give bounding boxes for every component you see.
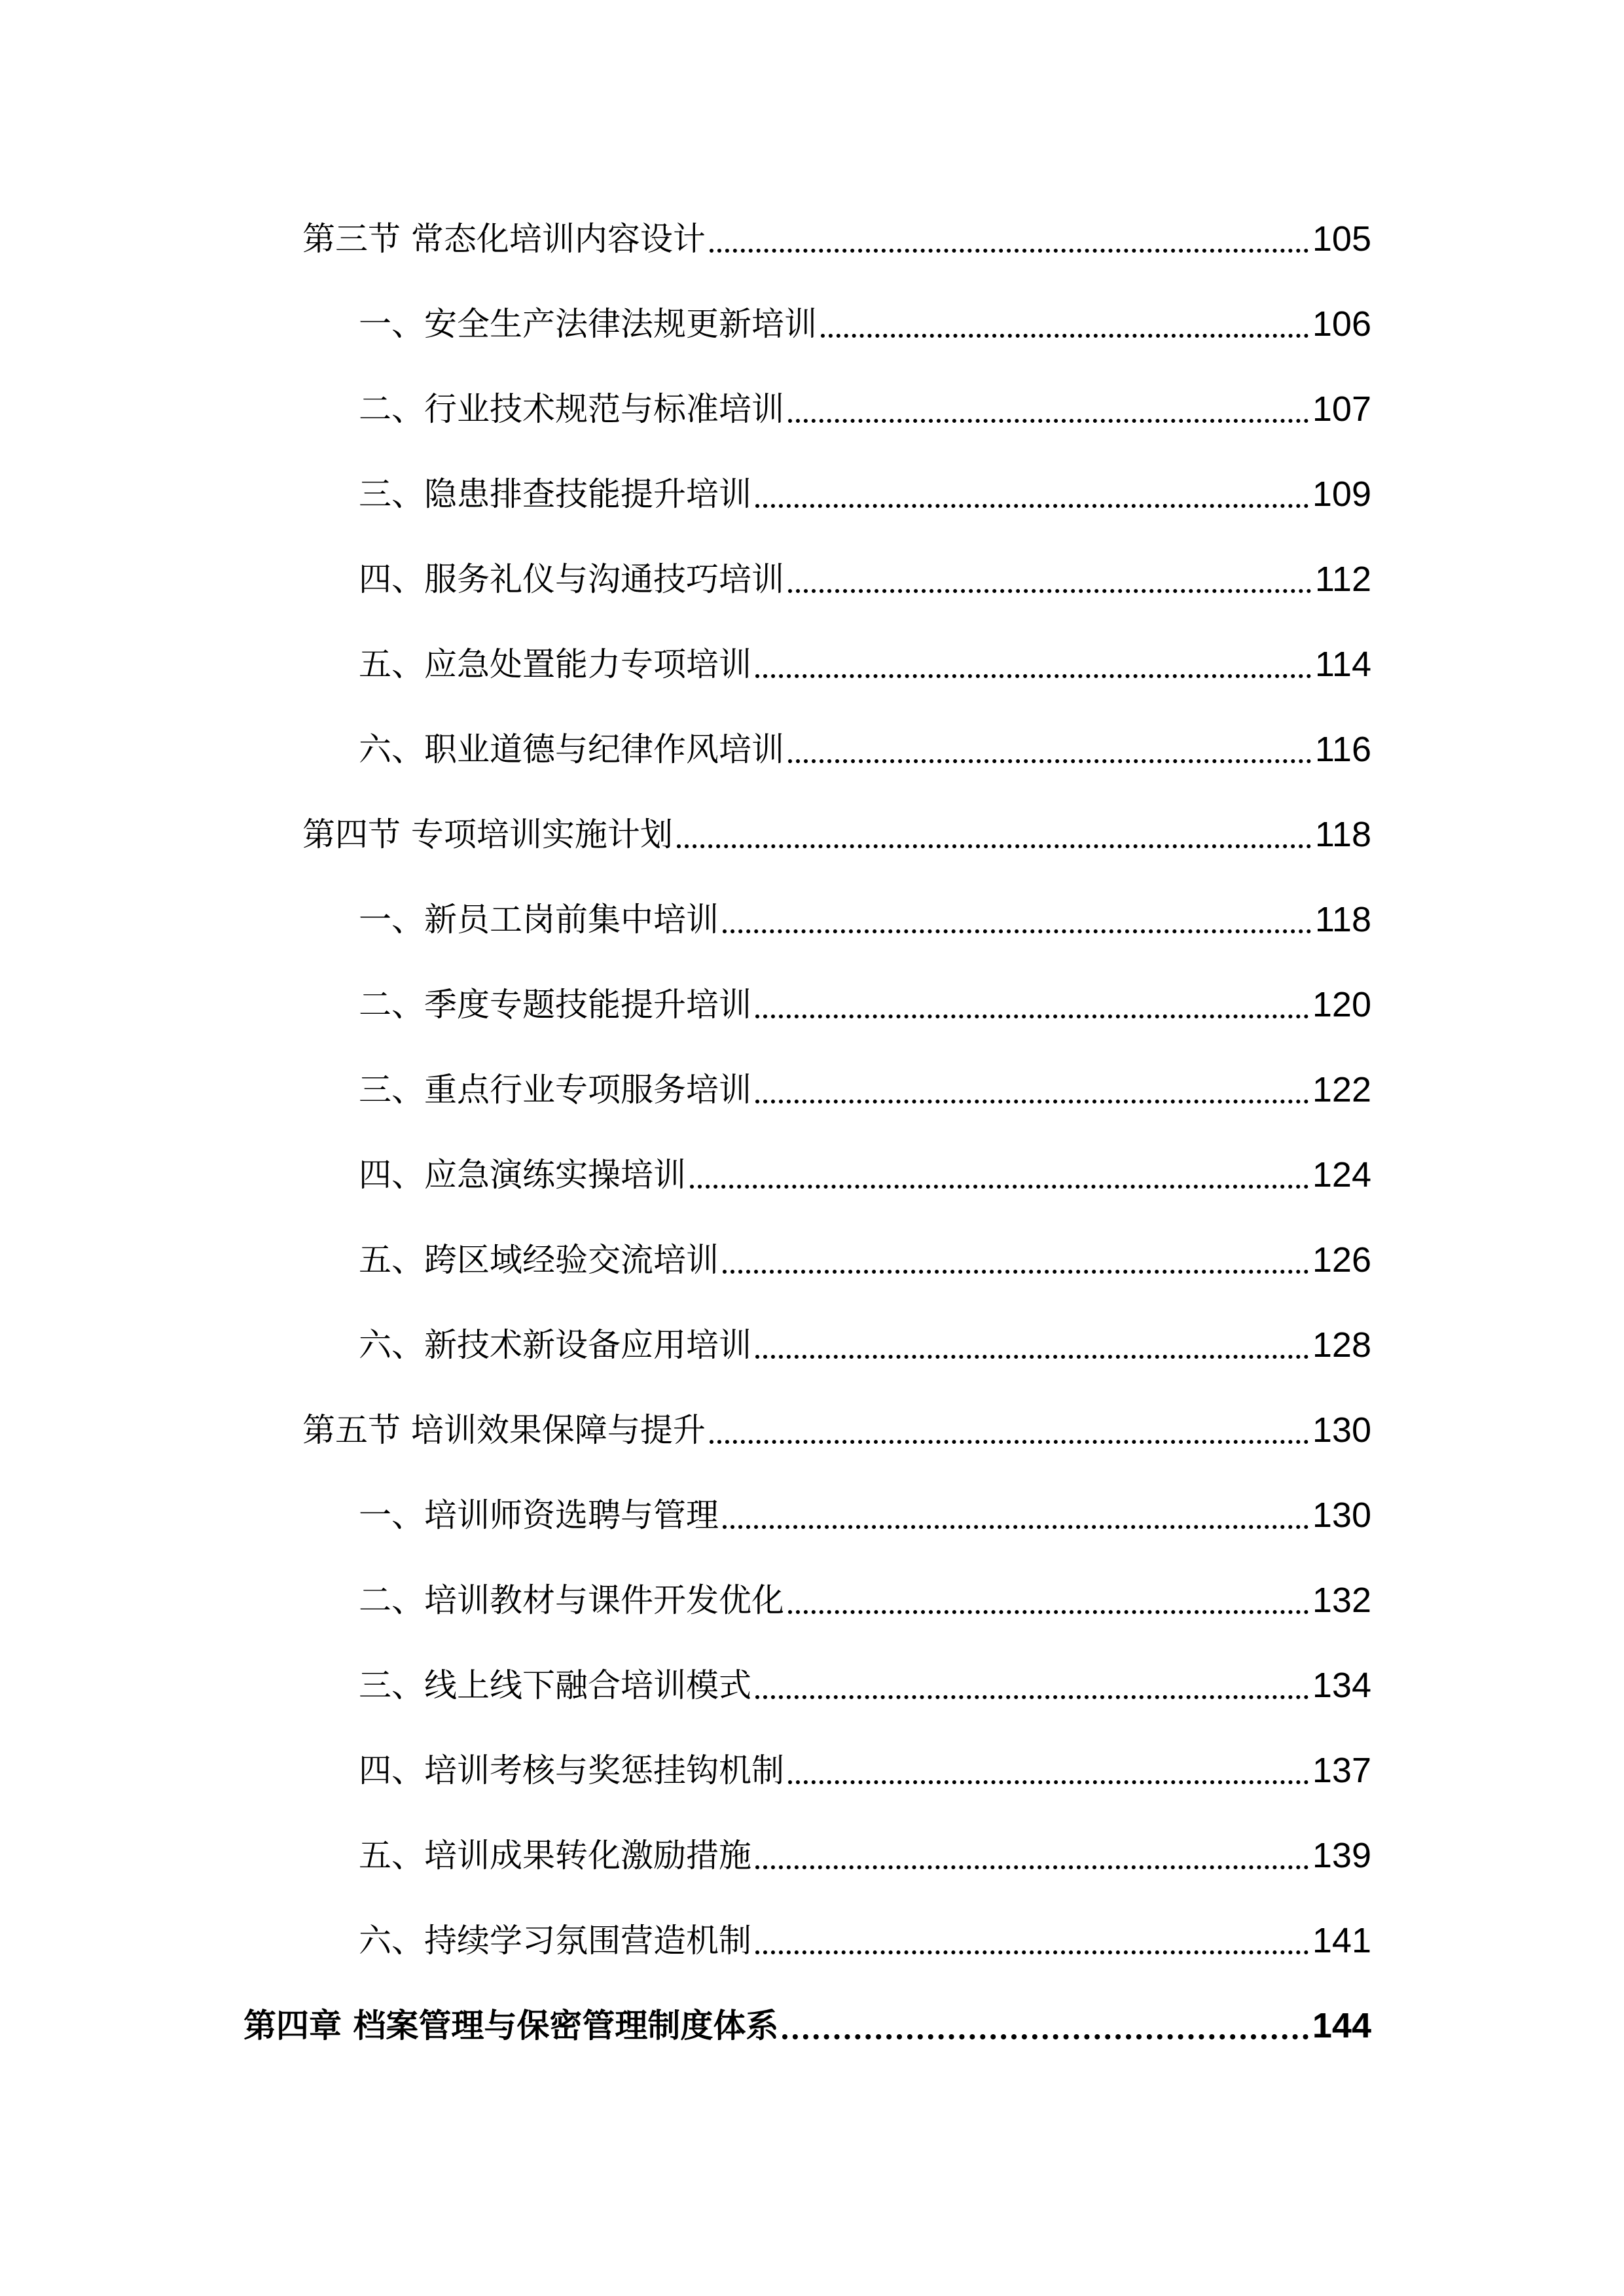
- toc-entry-page: 112: [1314, 560, 1371, 599]
- toc-entry-title: 三、重点行业专项服务培训: [359, 1071, 751, 1109]
- dot-leader: [821, 334, 1308, 338]
- toc-entry-title: 三、线上线下融合培训模式: [359, 1666, 751, 1704]
- toc-entry-title: 四、应急演练实操培训: [359, 1156, 686, 1194]
- toc-entry-page: 120: [1312, 985, 1371, 1024]
- dot-leader: [755, 1100, 1308, 1103]
- toc-entry-title: 一、安全生产法律法规更新培训: [359, 305, 817, 343]
- dot-leader: [755, 1950, 1308, 1954]
- dot-leader: [690, 1185, 1308, 1189]
- toc-entry-title: 第四节 专项培训实施计划: [302, 816, 673, 853]
- toc-item[interactable]: [359, 380, 1371, 432]
- toc-entry-title: 六、职业道德与纪律作风培训: [359, 730, 784, 768]
- toc-entry-title: 六、新技术新设备应用培训: [359, 1326, 751, 1364]
- toc-entry-page: 124: [1312, 1155, 1371, 1194]
- toc-entry-title: 四、服务礼仪与沟通技巧培训: [359, 560, 784, 598]
- dot-leader: [755, 1695, 1308, 1699]
- dot-leader: [723, 1270, 1308, 1274]
- toc-item[interactable]: [359, 1486, 1371, 1538]
- dot-leader: [755, 674, 1311, 678]
- toc-item[interactable]: [359, 1230, 1371, 1283]
- toc-section-4[interactable]: [302, 805, 1371, 857]
- toc-entry-title: 第五节 培训效果保障与提升: [302, 1411, 706, 1449]
- toc-entry-page: 134: [1312, 1666, 1371, 1705]
- toc-entry-page: 114: [1314, 645, 1371, 684]
- toc-entry-title: 六、持续学习氛围营造机制: [359, 1922, 751, 1960]
- toc-entry-title: 五、应急处置能力专项培训: [359, 645, 751, 683]
- toc-entry-page: 126: [1312, 1240, 1371, 1280]
- dot-leader: [782, 2034, 1308, 2039]
- toc-item[interactable]: [359, 1571, 1371, 1623]
- toc-entry-title: 三、隐患排查技能提升培训: [359, 475, 751, 513]
- toc-entry-title: 五、培训成果转化激励措施: [359, 1837, 751, 1874]
- toc-entry-page: 141: [1312, 1921, 1371, 1960]
- toc-entry-title: 一、培训师资选聘与管理: [359, 1496, 719, 1534]
- toc-entry-page: 109: [1312, 475, 1371, 514]
- toc-entry-title: 二、培训教材与课件开发优化: [359, 1581, 784, 1619]
- dot-leader: [788, 589, 1311, 593]
- toc-entry-page: 132: [1312, 1581, 1371, 1620]
- toc-item[interactable]: [359, 890, 1371, 942]
- toc-item[interactable]: [359, 1316, 1371, 1368]
- toc-entry-page: 107: [1312, 389, 1371, 429]
- toc-entry-page: 130: [1312, 1410, 1371, 1450]
- toc-entry-page: 144: [1312, 2006, 1371, 2045]
- toc-entry-page: 139: [1312, 1836, 1371, 1875]
- toc-entry-title: 四、培训考核与奖惩挂钩机制: [359, 1751, 784, 1789]
- dot-leader: [677, 844, 1311, 848]
- toc-section-3[interactable]: [302, 209, 1371, 262]
- toc-item[interactable]: [359, 465, 1371, 517]
- toc-section-5[interactable]: [302, 1401, 1371, 1453]
- toc-entry-title: 第三节 常态化培训内容设计: [302, 220, 706, 258]
- toc-item[interactable]: [359, 1145, 1371, 1198]
- toc-entry-page: 130: [1312, 1496, 1371, 1535]
- toc-entry-page: 106: [1312, 304, 1371, 344]
- dot-leader: [788, 1610, 1308, 1614]
- dot-leader: [788, 759, 1311, 763]
- dot-leader: [788, 1780, 1308, 1784]
- toc-entry-title: 二、季度专题技能提升培训: [359, 986, 751, 1024]
- toc-item[interactable]: [359, 1826, 1371, 1878]
- dot-leader: [723, 929, 1311, 933]
- toc-item[interactable]: [359, 1656, 1371, 1708]
- toc-entry-title: 二、行业技术规范与标准培训: [359, 390, 784, 428]
- dot-leader: [755, 1865, 1308, 1869]
- toc-entry-page: 122: [1312, 1070, 1371, 1109]
- dot-leader: [710, 249, 1308, 253]
- dot-leader: [710, 1440, 1308, 1444]
- toc-item[interactable]: [359, 1741, 1371, 1793]
- toc-entry-page: 105: [1312, 219, 1371, 259]
- toc-entry-page: 128: [1312, 1325, 1371, 1365]
- toc-chapter-4[interactable]: [244, 1996, 1371, 2049]
- toc-entry-title: 一、新员工岗前集中培训: [359, 901, 719, 939]
- toc-entry-title: 五、跨区域经验交流培训: [359, 1241, 719, 1279]
- dot-leader: [755, 504, 1308, 508]
- toc-item[interactable]: [359, 295, 1371, 347]
- dot-leader: [755, 1014, 1308, 1018]
- toc-item[interactable]: [359, 975, 1371, 1028]
- toc-item[interactable]: [359, 1911, 1371, 1964]
- toc-entry-page: 118: [1314, 900, 1371, 939]
- dot-leader: [788, 419, 1308, 423]
- dot-leader: [723, 1525, 1308, 1529]
- toc-item[interactable]: [359, 550, 1371, 602]
- toc-entry-page: 118: [1314, 815, 1371, 854]
- toc-entry-page: 137: [1312, 1751, 1371, 1790]
- dot-leader: [755, 1355, 1308, 1359]
- toc-item[interactable]: [359, 635, 1371, 687]
- toc-item[interactable]: [359, 1060, 1371, 1113]
- toc-entry-title: 第四章 档案管理与保密管理制度体系: [244, 2007, 779, 2045]
- toc-item[interactable]: [359, 720, 1371, 772]
- toc-entry-page: 116: [1314, 730, 1371, 769]
